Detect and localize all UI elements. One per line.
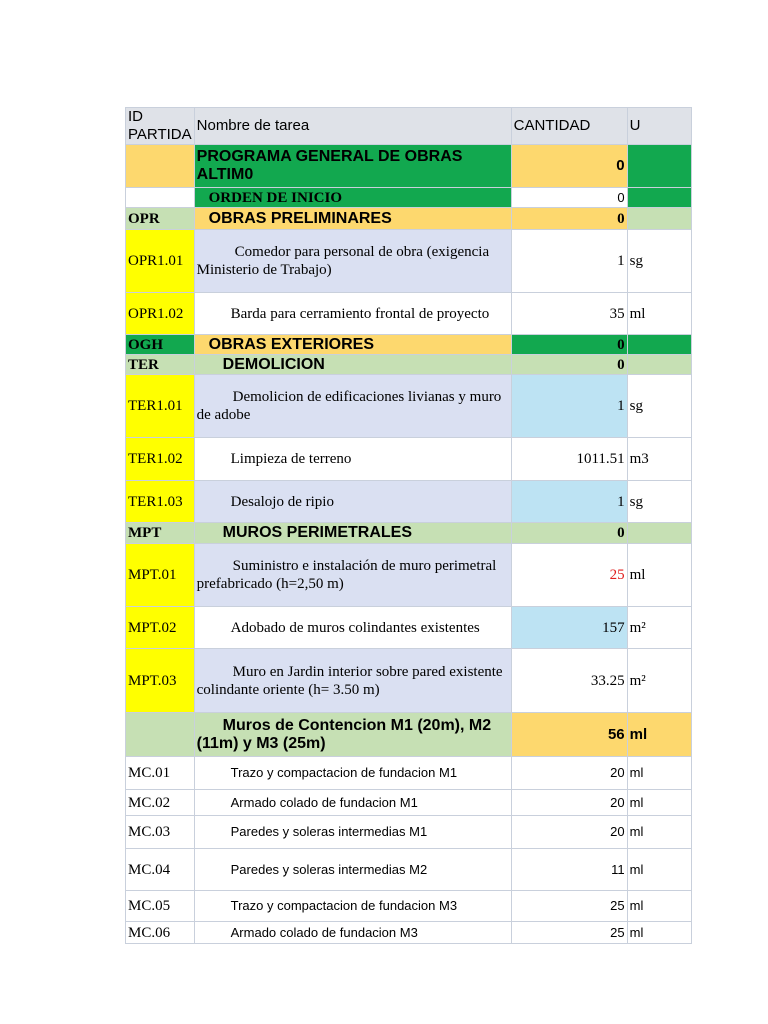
cell-qty: 0 xyxy=(511,208,627,230)
cell-name: PROGRAMA GENERAL DE OBRAS ALTIM0 xyxy=(194,145,511,188)
cell-unit: ml xyxy=(627,293,691,335)
table-row xyxy=(126,438,692,481)
cell-name: Muro en Jardin interior sobre pared existente colindante oriente (h= 3.50 m) xyxy=(194,649,511,713)
cell-name: Armado colado de fundacion M3 xyxy=(194,922,511,944)
cell-unit: sg xyxy=(627,375,691,438)
header-qty: CANTIDAD xyxy=(511,108,627,145)
table-row xyxy=(126,790,692,816)
cell-unit: ml xyxy=(627,849,691,891)
table-row xyxy=(126,757,692,790)
cell-qty: 1011.51 xyxy=(511,438,627,481)
cell-unit: ml xyxy=(627,816,691,849)
cell-id: MPT.02 xyxy=(126,607,195,649)
table-row xyxy=(126,523,692,544)
table-row xyxy=(126,230,692,293)
cell-id: MPT xyxy=(126,523,195,544)
table-row xyxy=(126,355,692,375)
cell-name: MUROS PERIMETRALES xyxy=(194,523,511,544)
cell-qty: 20 xyxy=(511,790,627,816)
cell-id: TER1.01 xyxy=(126,375,195,438)
cell-unit: ml xyxy=(627,891,691,922)
cell-name: DEMOLICION xyxy=(194,355,511,375)
task-table xyxy=(125,107,692,944)
cell-id: OPR xyxy=(126,208,195,230)
cell-name: Demolicion de edificaciones livianas y muro de adobe xyxy=(194,375,511,438)
cell-unit xyxy=(627,145,691,188)
cell-qty: 1 xyxy=(511,230,627,293)
table-row xyxy=(126,481,692,523)
cell-unit xyxy=(627,355,691,375)
table-row xyxy=(126,891,692,922)
cell-unit: ml xyxy=(627,544,691,607)
cell-id xyxy=(126,145,195,188)
cell-qty: 1 xyxy=(511,481,627,523)
cell-id: OGH xyxy=(126,335,195,355)
header-name: Nombre de tarea xyxy=(194,108,511,145)
table-row xyxy=(126,544,692,607)
table-row xyxy=(126,713,692,757)
cell-qty: 35 xyxy=(511,293,627,335)
cell-id: OPR1.02 xyxy=(126,293,195,335)
cell-qty: 0 xyxy=(511,523,627,544)
cell-id: MC.06 xyxy=(126,922,195,944)
cell-qty: 20 xyxy=(511,757,627,790)
cell-id: OPR1.01 xyxy=(126,230,195,293)
header-unit: U xyxy=(627,108,691,145)
cell-name: Adobado de muros colindantes existentes xyxy=(194,607,511,649)
table-row xyxy=(126,849,692,891)
cell-qty: 25 xyxy=(511,922,627,944)
table-row xyxy=(126,607,692,649)
cell-id xyxy=(126,188,195,208)
cell-qty: 25 xyxy=(511,544,627,607)
table-row xyxy=(126,649,692,713)
cell-qty: 1 xyxy=(511,375,627,438)
cell-qty: 11 xyxy=(511,849,627,891)
cell-id: MPT.01 xyxy=(126,544,195,607)
cell-id: MC.04 xyxy=(126,849,195,891)
cell-qty: 33.25 xyxy=(511,649,627,713)
cell-unit: sg xyxy=(627,481,691,523)
cell-qty: 56 xyxy=(511,713,627,757)
table-row xyxy=(126,816,692,849)
cell-unit xyxy=(627,208,691,230)
table-row xyxy=(126,922,692,944)
table-row xyxy=(126,208,692,230)
cell-qty: 0 xyxy=(511,188,627,208)
table-row xyxy=(126,335,692,355)
cell-unit: ml xyxy=(627,713,691,757)
table-row xyxy=(126,188,692,208)
cell-qty: 20 xyxy=(511,816,627,849)
table-row xyxy=(126,293,692,335)
cell-unit xyxy=(627,523,691,544)
cell-name: Barda para cerramiento frontal de proyecto xyxy=(194,293,511,335)
cell-unit: ml xyxy=(627,790,691,816)
cell-unit: m3 xyxy=(627,438,691,481)
cell-unit: m² xyxy=(627,649,691,713)
cell-qty: 157 xyxy=(511,607,627,649)
cell-unit: m² xyxy=(627,607,691,649)
cell-name: Trazo y compactacion de fundacion M3 xyxy=(194,891,511,922)
cell-qty: 0 xyxy=(511,145,627,188)
cell-id: MC.02 xyxy=(126,790,195,816)
cell-id: MC.03 xyxy=(126,816,195,849)
cell-qty: 0 xyxy=(511,355,627,375)
cell-name: Paredes y soleras intermedias M1 xyxy=(194,816,511,849)
cell-name: Desalojo de ripio xyxy=(194,481,511,523)
cell-name: Paredes y soleras intermedias M2 xyxy=(194,849,511,891)
cell-unit: ml xyxy=(627,922,691,944)
cell-name: Armado colado de fundacion M1 xyxy=(194,790,511,816)
cell-name: OBRAS PRELIMINARES xyxy=(194,208,511,230)
cell-name: Trazo y compactacion de fundacion M1 xyxy=(194,757,511,790)
cell-id: TER xyxy=(126,355,195,375)
cell-name: Comedor para personal de obra (exigencia Ministerio de Trabajo) xyxy=(194,230,511,293)
cell-name: Suministro e instalación de muro perimetral prefabricado (h=2,50 m) xyxy=(194,544,511,607)
cell-id: MC.05 xyxy=(126,891,195,922)
cell-id: MPT.03 xyxy=(126,649,195,713)
table-row xyxy=(126,375,692,438)
cell-unit: ml xyxy=(627,757,691,790)
cell-id: TER1.02 xyxy=(126,438,195,481)
cell-name: Muros de Contencion M1 (20m), M2 (11m) y M3 (25m) xyxy=(194,713,511,757)
cell-qty: 0 xyxy=(511,335,627,355)
cell-unit: sg xyxy=(627,230,691,293)
cell-id: MC.01 xyxy=(126,757,195,790)
cell-name: ORDEN DE INICIO xyxy=(194,188,511,208)
cell-name: Limpieza de terreno xyxy=(194,438,511,481)
header-id: ID PARTIDA xyxy=(126,108,195,145)
header-row xyxy=(126,108,692,145)
cell-name: OBRAS EXTERIORES xyxy=(194,335,511,355)
cell-id: TER1.03 xyxy=(126,481,195,523)
table-row xyxy=(126,145,692,188)
cell-unit xyxy=(627,335,691,355)
cell-unit xyxy=(627,188,691,208)
cell-qty: 25 xyxy=(511,891,627,922)
cell-id xyxy=(126,713,195,757)
